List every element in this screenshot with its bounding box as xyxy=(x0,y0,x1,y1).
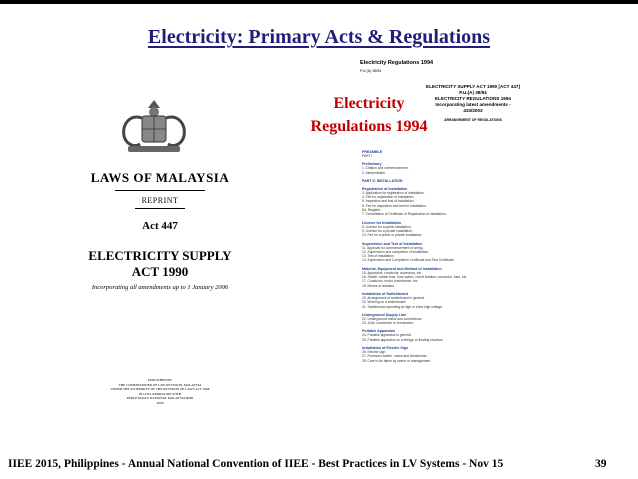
header-line: Incorporating latest amendments - 433/2003 xyxy=(435,102,511,113)
reprint-label: REPRINT xyxy=(141,196,179,205)
toc-section-heading: Supervision and Test of Installation xyxy=(362,241,423,246)
toc-item: 2. Interpretation. xyxy=(362,170,387,175)
publisher-line: THE COMMISSIONER OF LAW REVISION, MALAYSIA xyxy=(118,382,202,387)
toc-item: 28. Care to be taken by owner or management. xyxy=(362,358,432,363)
top-border xyxy=(0,0,638,4)
toc-item: 22. Underground mains and connections. xyxy=(362,316,423,321)
toc-section-heading: Installation of Electric Sign xyxy=(362,346,409,351)
arrangement-heading: ARRANGEMENT OF REGULATIONS xyxy=(444,118,502,122)
callout-line2: Regulations 1994 xyxy=(310,118,428,135)
toc-item: 24. Portable apparatus in general. xyxy=(362,333,412,338)
publisher-line: UNDER THE AUTHORITY OF THE REVISION OF LAWS ACT 1968 xyxy=(110,387,210,392)
act-name-line1: ELECTRICITY SUPPLY xyxy=(88,248,232,263)
callout-line1: Electricity xyxy=(333,95,405,112)
toc-item: 15. Apparatus, conductor, accessory, etc. xyxy=(362,270,423,275)
slide-footer: IIEE 2015, Philippines - Annual National Convention of IIEE - Best Practices in LV Systems - Nov 15 xyxy=(8,458,504,470)
toc-item: 6. Fee for inspection and test for installation. xyxy=(362,203,427,208)
act-number: Act 447 xyxy=(142,220,178,232)
toc-section-heading: PART II: INSTALLATION xyxy=(362,178,403,183)
toc-item: 11. Approval for commencement of wiring. xyxy=(362,245,424,250)
divider xyxy=(115,190,205,191)
toc-section-heading: Installation of Switchboard xyxy=(362,291,408,296)
header-line: P.U.(A) 38/94 xyxy=(459,90,487,95)
act-name-line2: ACT 1990 xyxy=(131,264,189,279)
toc-section-heading: PREAMBLE xyxy=(362,150,383,154)
toc-section-heading: Underground Supply Line xyxy=(362,312,407,317)
publisher-line: PUBLISHED BY xyxy=(147,378,173,382)
toc-item: 10. Fee for a public or private installation. xyxy=(362,233,423,238)
header-line: ELECTRICITY REGULATIONS 1994 xyxy=(435,96,511,101)
publisher-block xyxy=(90,378,230,406)
regulations-subtitle: P.U.(A) 38/94 xyxy=(360,69,382,73)
regulations-callout xyxy=(280,92,458,138)
publisher-line: IN COLLABORATION WITH xyxy=(138,391,182,396)
toc-item: 3. Application for registration of installation. xyxy=(362,190,425,195)
laws-of-malaysia-heading: LAWS OF MALAYSIA xyxy=(90,170,230,185)
header-line: ELECTRICITY SUPPLY ACT 1990 [ACT 447] xyxy=(426,84,520,89)
toc-item: 1. Citation and commencement. xyxy=(362,166,409,171)
divider xyxy=(135,208,185,209)
toc-item: 13. Test of installation. xyxy=(362,254,395,259)
toc-section-heading: Material, Equipment and Method of Installation xyxy=(362,266,442,271)
toc-item: PART I xyxy=(362,154,373,158)
toc-item: 23. Joint, connection or termination. xyxy=(362,321,415,326)
toc-item: 26. Electric sign. xyxy=(362,350,387,355)
toc-item: 4. Fee for registration of installation. xyxy=(362,195,415,200)
toc-item: 16. Switch, switch fuse, fuse switch, circuit breaker, connector, fuse, etc. xyxy=(362,275,468,280)
publisher-line: 2006 xyxy=(156,400,164,405)
toc-item: 5. Inspection and test of installation. xyxy=(362,199,415,204)
toc-item: 14. Supervision and Completion Certificate and Test Certificate. xyxy=(362,258,455,263)
toc-item: 21. Switchboard operating at high or extra high voltage. xyxy=(362,304,443,309)
toc-item: 19. Arrangement of switchboard in general. xyxy=(362,295,425,300)
toc-item: 6A. Register. xyxy=(362,208,381,213)
table-of-contents xyxy=(362,150,518,363)
toc-item: 7. Cancellation of Certificate of Registration of installation. xyxy=(362,212,447,217)
toc-item: 17. Conductor, motor, transformer, etc. xyxy=(362,279,419,284)
publisher-line: PERCETAKAN NASIONAL MALAYSIA BHD xyxy=(126,396,194,401)
coat-of-arms-icon xyxy=(108,96,200,158)
toc-item: 12. Supervision and completion of installation. xyxy=(362,249,430,254)
slide-title: Electricity: Primary Acts & Regulations xyxy=(147,26,491,48)
toc-item: 20. Working on a switchboard. xyxy=(362,300,407,305)
toc-item: 18. Means of isolation. xyxy=(362,283,395,288)
toc-item: 8. Licence for a public installation. xyxy=(362,224,412,229)
regulations-title: Electricity Regulations 1994 xyxy=(360,60,434,66)
toc-section-heading: Preliminary xyxy=(362,162,382,167)
amendments-note: Incorporating all amendments up to 1 January 2006 xyxy=(91,284,229,291)
act-cover-page xyxy=(80,60,280,460)
toc-item: 9. Licence for a private installation. xyxy=(362,228,413,233)
page-number: 39 xyxy=(595,458,607,470)
toc-item: 27. Fireman's switch, notice and transformer. xyxy=(362,354,428,359)
toc-item: 25. Portable apparatus on a dredge or floating structure. xyxy=(362,337,444,342)
toc-section-heading: Portable Apparatus xyxy=(362,329,396,334)
toc-section-heading: Licence for Installation xyxy=(362,220,402,225)
toc-section-heading: Registration of Installation xyxy=(362,186,408,191)
